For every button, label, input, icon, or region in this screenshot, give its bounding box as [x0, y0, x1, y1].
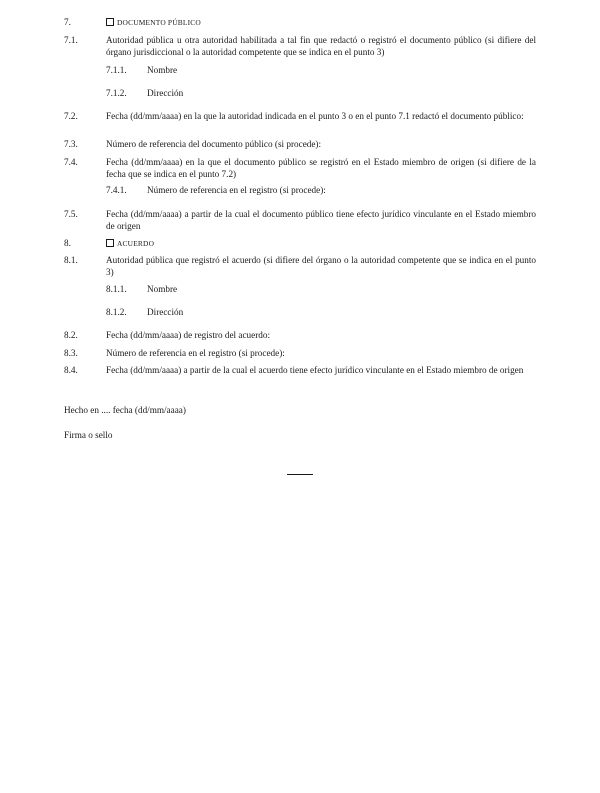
item-number: 7.1.2.	[106, 88, 127, 98]
item-text: Nombre	[147, 65, 178, 75]
item-number: 8.4.	[64, 365, 78, 375]
item-text: Dirección	[147, 88, 184, 98]
end-divider	[287, 474, 313, 475]
signature-line: Firma o sello	[64, 430, 113, 440]
item-text: Fecha (dd/mm/aaaa) en la que el documento público se registró en el Estado miembro de origen (si difiere de la fecha que se indica en el punto 7.2)	[106, 157, 536, 179]
checkbox-documento-publico[interactable]	[106, 18, 114, 26]
item-number: 7.3.	[64, 139, 78, 149]
section-title: ACUERDO	[117, 239, 155, 248]
section-number: 8.	[64, 238, 71, 248]
item-number: 7.1.1.	[106, 65, 127, 75]
section-title: DOCUMENTO PÚBLICO	[117, 18, 201, 27]
item-text: Fecha (dd/mm/aaaa) a partir de la cual el acuerdo tiene efecto jurídico vinculante en el Estado miembro de origen	[106, 365, 524, 375]
item-text: Autoridad pública que registró el acuerdo (si difiere del órgano o la autoridad competente que se indica en el punto 3)	[106, 255, 536, 277]
item-number: 8.1.2.	[106, 307, 127, 317]
item-number: 8.1.1.	[106, 284, 127, 294]
section-number: 7.	[64, 17, 71, 27]
item-text: Dirección	[147, 307, 184, 317]
item-text: Nombre	[147, 284, 178, 294]
item-number: 8.3.	[64, 348, 78, 358]
item-number: 8.2.	[64, 330, 78, 340]
item-text: Fecha (dd/mm/aaaa) de registro del acuerdo:	[106, 330, 271, 340]
item-text: Fecha (dd/mm/aaaa) en la que la autoridad indicada en el punto 3 o en el punto 7.1 redactó el documento público:	[106, 111, 524, 121]
item-number: 7.2.	[64, 111, 78, 121]
item-number: 7.4.1.	[106, 185, 127, 195]
item-text: Fecha (dd/mm/aaaa) a partir de la cual el documento público tiene efecto jurídico vinculante en el Estado miembro de origen	[106, 209, 536, 231]
done-at-line: Hecho en .... fecha (dd/mm/aaaa)	[64, 405, 186, 415]
item-text: Autoridad pública u otra autoridad habilitada a tal fin que redactó o registró el documento público (si difiere del órgano jurisdiccional o la autoridad competente que se indica en el punto 3)	[106, 35, 536, 57]
item-number: 7.1.	[64, 35, 78, 45]
item-text: Número de referencia en el registro (si procede):	[106, 348, 285, 358]
item-text: Número de referencia del documento público (si procede):	[106, 139, 322, 149]
item-number: 7.4.	[64, 157, 78, 167]
item-text: Número de referencia en el registro (si procede):	[147, 185, 326, 195]
item-number: 8.1.	[64, 255, 78, 265]
checkbox-acuerdo[interactable]	[106, 239, 114, 247]
item-number: 7.5.	[64, 209, 78, 219]
